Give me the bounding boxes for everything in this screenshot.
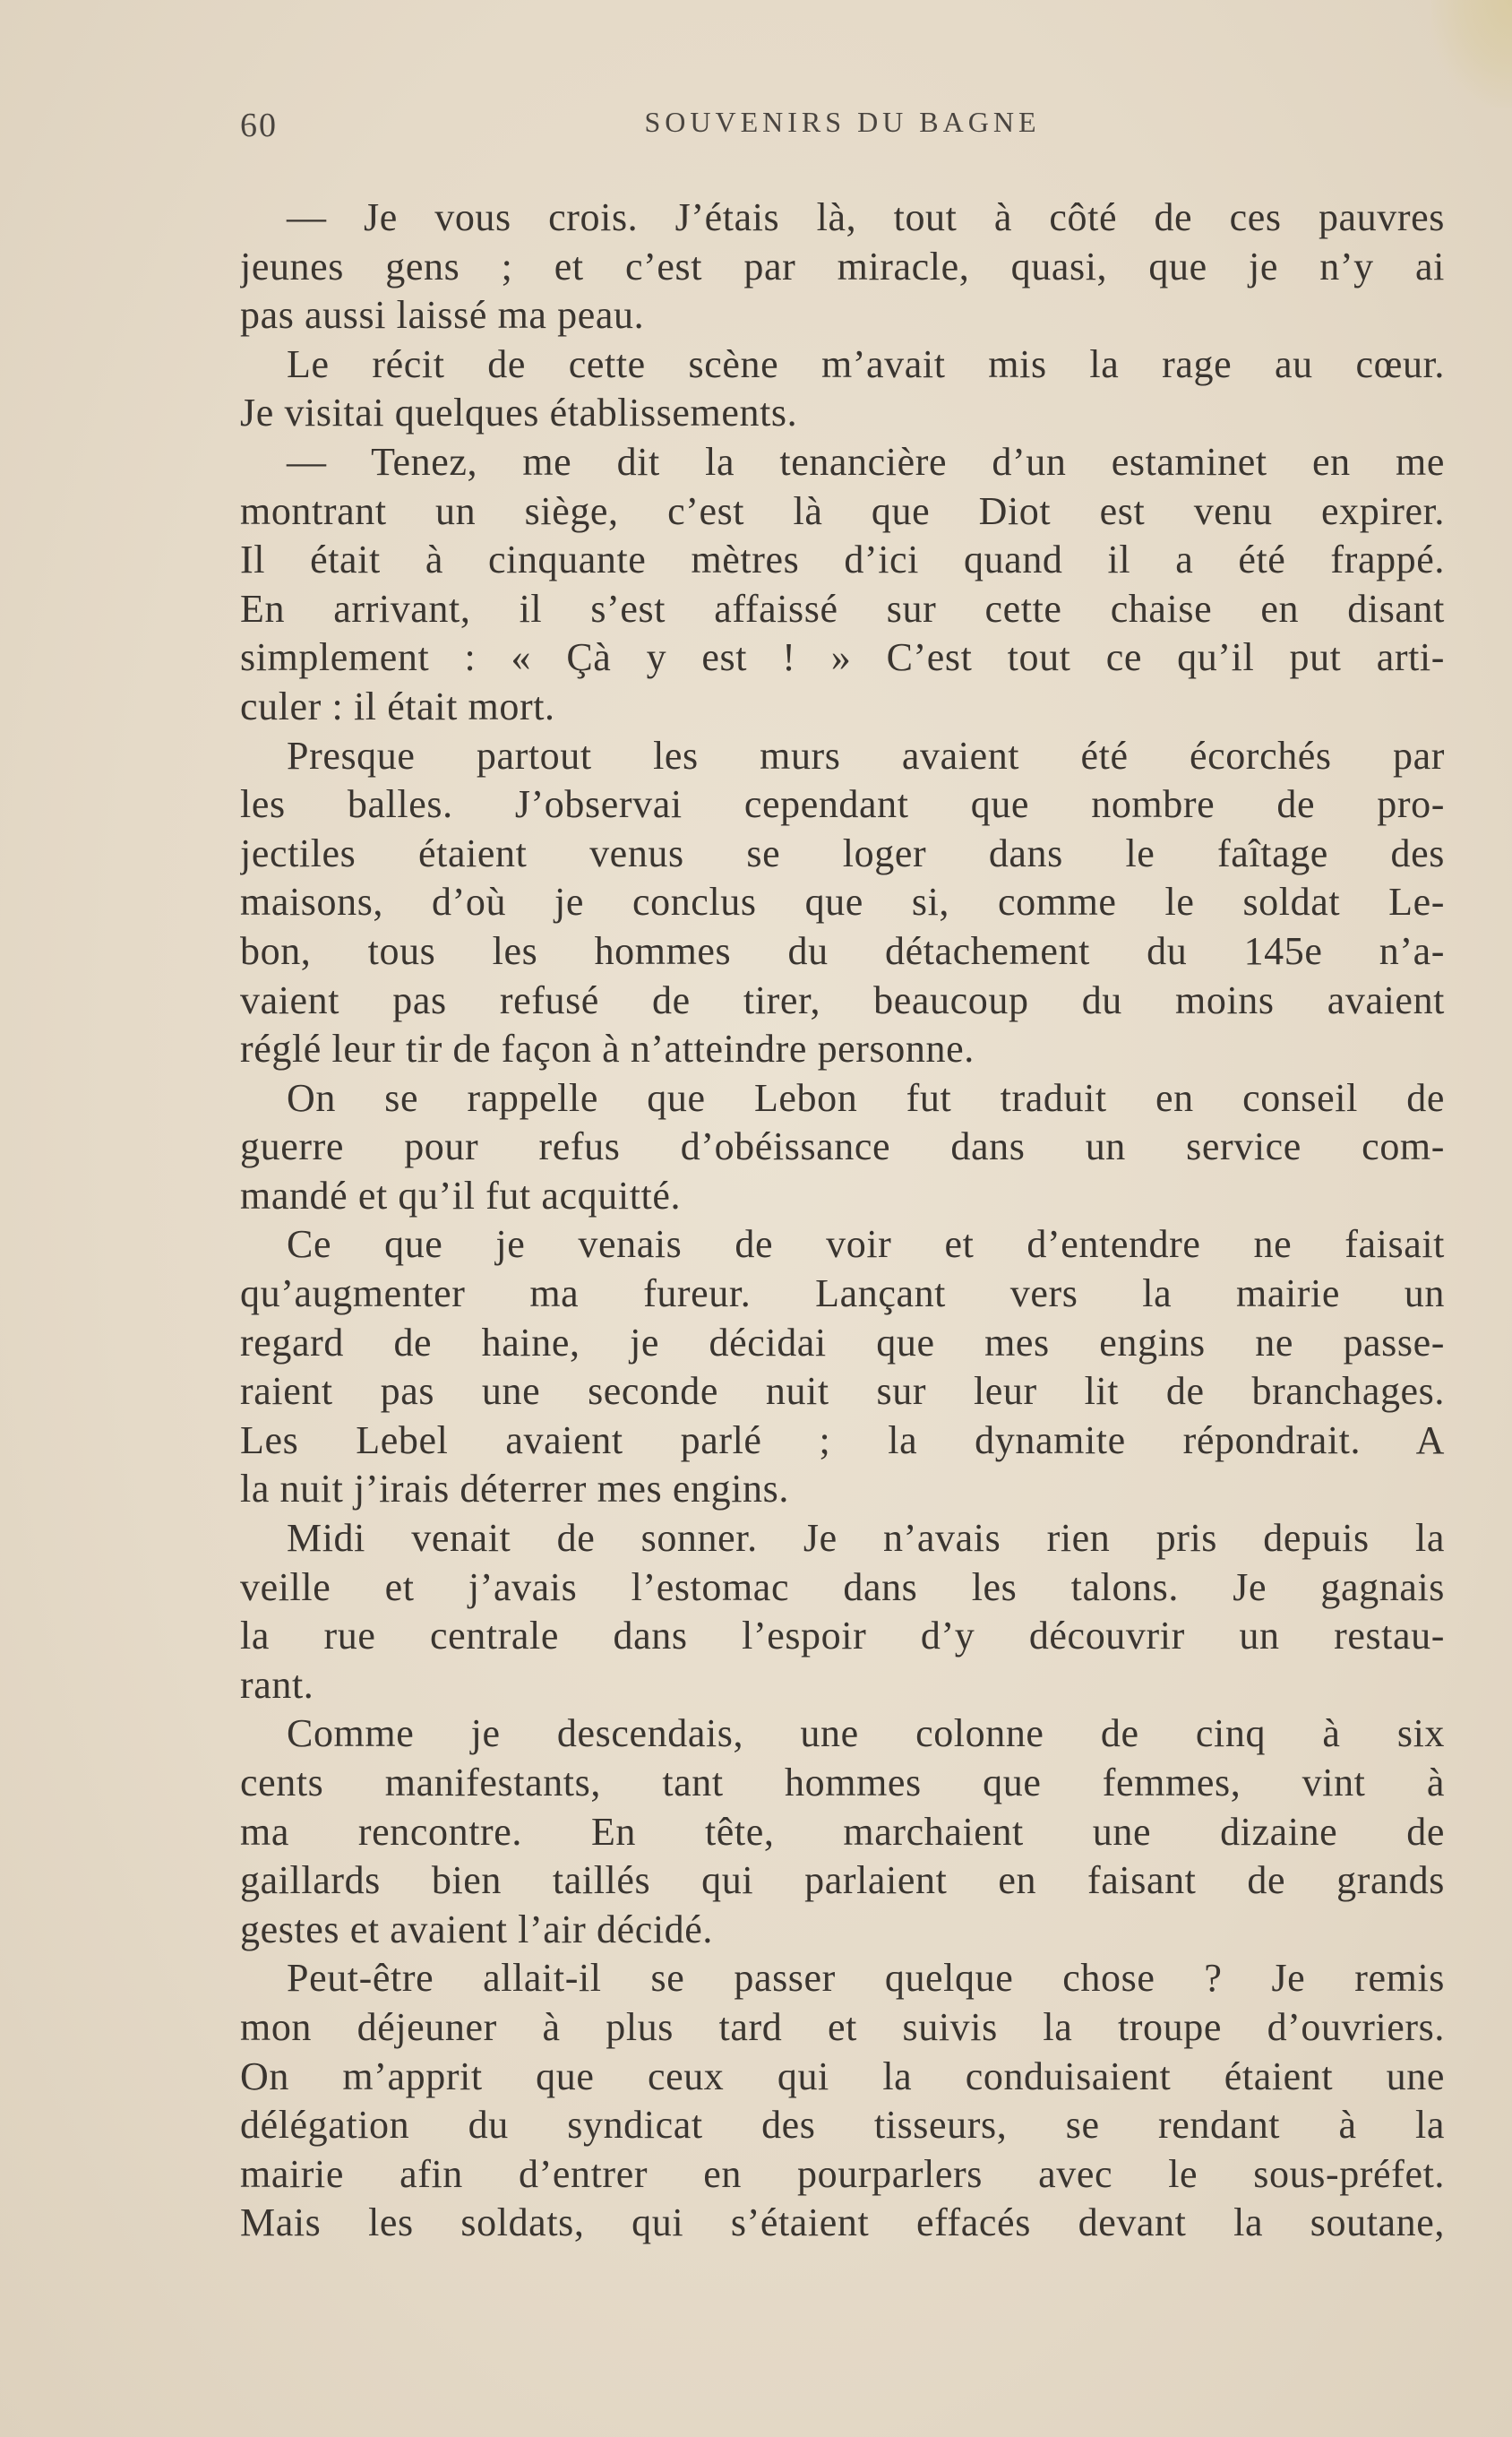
text-line: Comme je descendais, une colonne de cinq à six — [287, 1711, 1445, 1756]
text-line: mandé et qu’il fut acquitté. — [240, 1173, 682, 1218]
text-line: gestes et avaient l’air décidé. — [240, 1907, 714, 1951]
paper-stain — [1431, 0, 1512, 108]
text-line: qu’augmenter ma fureur. Lançant vers la mairie un — [240, 1271, 1445, 1316]
text-line: pas aussi laissé ma peau. — [240, 293, 645, 338]
text-line: vaient pas refusé de tirer, beaucoup du moins avaient — [240, 977, 1445, 1022]
text-line: Peut-être allait-il se passer quelque chose ? Je remis — [287, 1956, 1445, 2001]
text-line: guerre pour refus d’obéissance dans un service com- — [240, 1124, 1445, 1169]
text-line: jectiles étaient venus se loger dans le faîtage des — [240, 831, 1445, 875]
text-line: la nuit j’irais déterrer mes engins. — [240, 1467, 789, 1511]
text-line: simplement : « Çà y est ! » C’est tout ce qu’il put arti- — [240, 635, 1445, 680]
text-line: Il était à cinquante mètres d’ici quand il a été frappé. — [240, 538, 1445, 582]
text-line: Midi venait de sonner. Je n’avais rien pris depuis la — [287, 1516, 1445, 1561]
text-line: Mais les soldats, qui s’étaient effacés devant la soutane, — [240, 2200, 1445, 2245]
text-line: gaillards bien taillés qui parlaient en faisant de grands — [240, 1858, 1445, 1903]
text-line: mon déjeuner à plus tard et suivis la troupe d’ouvriers. — [240, 2004, 1445, 2049]
text-line: culer : il était mort. — [240, 684, 555, 728]
text-line: Ce que je venais de voir et d’entendre ne faisait — [287, 1222, 1445, 1267]
text-line: veille et j’avais l’estomac dans les talons. Je gagnais — [240, 1564, 1445, 1609]
text-line: rant. — [240, 1662, 314, 1707]
text-line: montrant un siège, c’est là que Diot est venu expirer. — [240, 488, 1445, 533]
text-line: On se rappelle que Lebon fut traduit en conseil de — [287, 1075, 1445, 1120]
running-head — [240, 106, 1445, 151]
text-line: mairie afin d’entrer en pourparlers avec le sous-préfet. — [240, 2151, 1445, 2196]
body-text — [240, 194, 1445, 2248]
text-line: regard de haine, je décidai que mes engins ne passe- — [240, 1320, 1445, 1365]
text-line: raient pas une seconde nuit sur leur lit de branchages. — [240, 1369, 1445, 1414]
text-line: On m’apprit que ceux qui la conduisaient étaient une — [240, 2054, 1445, 2098]
text-line: En arrivant, il s’est affaissé sur cette chaise en disant — [240, 586, 1445, 631]
text-line: Le récit de cette scène m’avait mis la rage au cœur. — [287, 341, 1445, 386]
text-line: la rue centrale dans l’espoir d’y découvrir un restau- — [240, 1614, 1445, 1658]
text-line: les balles. J’observai cependant que nombre de pro- — [240, 782, 1445, 827]
running-title: SOUVENIRS DU BAGNE — [644, 106, 1041, 138]
text-line: maisons, d’où je conclus que si, comme le soldat Le- — [240, 880, 1445, 925]
text-line: bon, tous les hommes du détachement du 145e n’a- — [240, 928, 1445, 973]
text-line: Les Lebel avaient parlé ; la dynamite répondrait. A — [240, 1417, 1445, 1462]
text-line: ma rencontre. En tête, marchaient une dizaine de — [240, 1809, 1445, 1854]
text-line: Je visitai quelques établissements. — [240, 391, 798, 435]
text-line: jeunes gens ; et c’est par miracle, quasi, que je n’y ai — [240, 244, 1445, 288]
text-line: cents manifestants, tant hommes que femmes, vint à — [240, 1761, 1445, 1804]
page-number: 60 — [240, 107, 278, 144]
text-line: — Tenez, me dit la tenancière d’un estaminet en me — [287, 439, 1445, 484]
text-line: — Je vous crois. J’étais là, tout à côté de ces pauvres — [287, 195, 1445, 239]
text-line: Presque partout les murs avaient été écorchés par — [287, 733, 1445, 778]
text-line: délégation du syndicat des tisseurs, se rendant à la — [240, 2103, 1445, 2148]
text-line: réglé leur tir de façon à n’atteindre personne. — [240, 1027, 975, 1072]
